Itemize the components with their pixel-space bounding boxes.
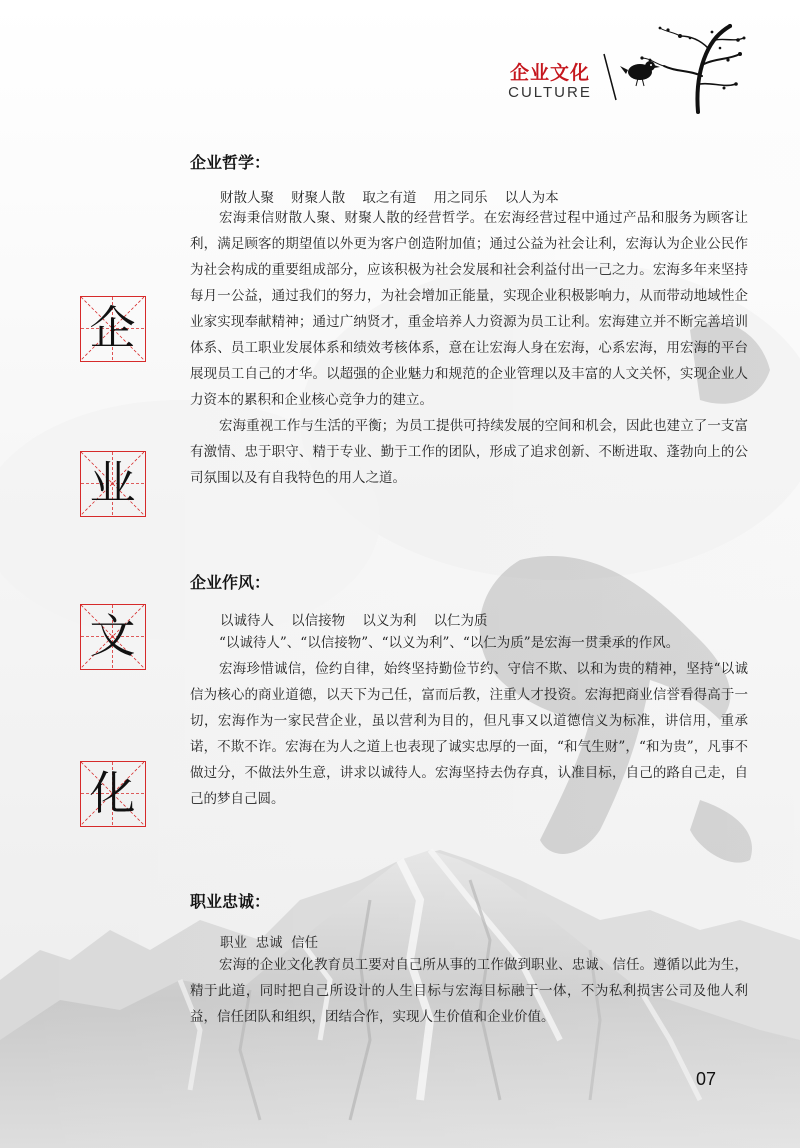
section-motto-loyalty: 职业 忠诚 信任 xyxy=(220,935,319,951)
section-paragraph: 宏海重视工作与生活的平衡；为员工提供可持续发展的空间和机会，因此也建立了一支富有激情、忠于职守、精于专业、勤于工作的团队，形成了追求创新、不断进取、蓬勃向上的公司氛围以及有自我特色的用人之道。 xyxy=(190,418,748,486)
vertical-title-char-1 xyxy=(80,296,146,362)
vertical-title-glyph: 化 xyxy=(89,766,136,820)
section-motto-style: 以诚待人 以信接物 以义为利 以仁为质 xyxy=(220,613,488,629)
bird-tree-icon xyxy=(620,18,750,114)
vertical-title-glyph: 文 xyxy=(89,609,136,663)
section-motto-philosophy: 财散人聚 财聚人散 取之有道 用之同乐 以人为本 xyxy=(220,190,559,206)
header-divider-slash xyxy=(602,52,618,102)
section-paragraph: 宏海的企业文化教育员工要对自己所从事的工作做到职业、忠诚、信任。遵循以此为生，精于此道，同时把自己所设计的人生目标与宏海目标融于一体，不为私利损害公司及他人利益，信任团队和组织，团结合作，实现人生价值和企业价值。 xyxy=(190,957,748,1025)
section-paragraph: 宏海珍惜诚信，俭约自律，始终坚持勤俭节约、守信不欺、以和为贵的精神，坚持“以诚信为核心的商业道德，以天下为己任，富而后教，注重人才投资。宏海把商业信誉看得高于一切，宏海作为一家民营企业，虽以营利为目的，但凡事又以道德信义为标准，讲信用，重承诺，不欺不诈。宏海在为人之道上也表现了诚实忠厚的一面，“和气生财”，“和为贵”，凡事不做过分，不做法外生意，讲求以诚待人。宏海坚持去伪存真，认准目标，自己的路自己走，自己的梦自己圆。 xyxy=(190,661,748,807)
section-heading-style: 企业作风： xyxy=(190,573,271,592)
section-paragraph: 宏海秉信财散人聚、财聚人散的经营哲学。在宏海经营过程中通过产品和服务为顾客让利，满足顾客的期望值以外更为客户创造附加值；通过公益为社会让利，宏海认为企业公民作为社会构成的重要组成部分，应该积极为社会发展和社会利益付出一己之力。宏海多年来坚持每月一公益，通过我们的努力，为社会增加正能量，实现企业积极影响力，从而带动地域性企业家实现奉献精神；通过广纳贤才，重金培养人力资源为员工让利。宏海建立并不断完善培训体系、员工职业发展体系和绩效考核体系，意在让宏海人身在宏海，心系宏海，用宏海的平台展现员工自己的才华。以超强的企业魅力和规范的企业管理以及丰富的人文关怀，实现企业人力资本的累积和企业核心竞争力的建立。 xyxy=(190,210,748,408)
vertical-title-glyph: 业 xyxy=(89,456,136,510)
section-paragraph: “以诚待人”、“以信接物”、“以义为利”、“以仁为质”是宏海一贯秉承的作风。 xyxy=(219,635,680,651)
section-heading-philosophy: 企业哲学： xyxy=(190,153,271,172)
vertical-title-char-4 xyxy=(80,761,146,827)
section-heading-loyalty: 职业忠诚： xyxy=(190,892,271,911)
vertical-title-glyph: 企 xyxy=(89,301,136,355)
vertical-title-char-2 xyxy=(80,451,146,517)
vertical-title-char-3 xyxy=(80,604,146,670)
header-title: 企业文化 xyxy=(509,62,590,84)
page-number: 07 xyxy=(696,1069,717,1089)
header-subtitle: CULTURE xyxy=(508,84,592,101)
